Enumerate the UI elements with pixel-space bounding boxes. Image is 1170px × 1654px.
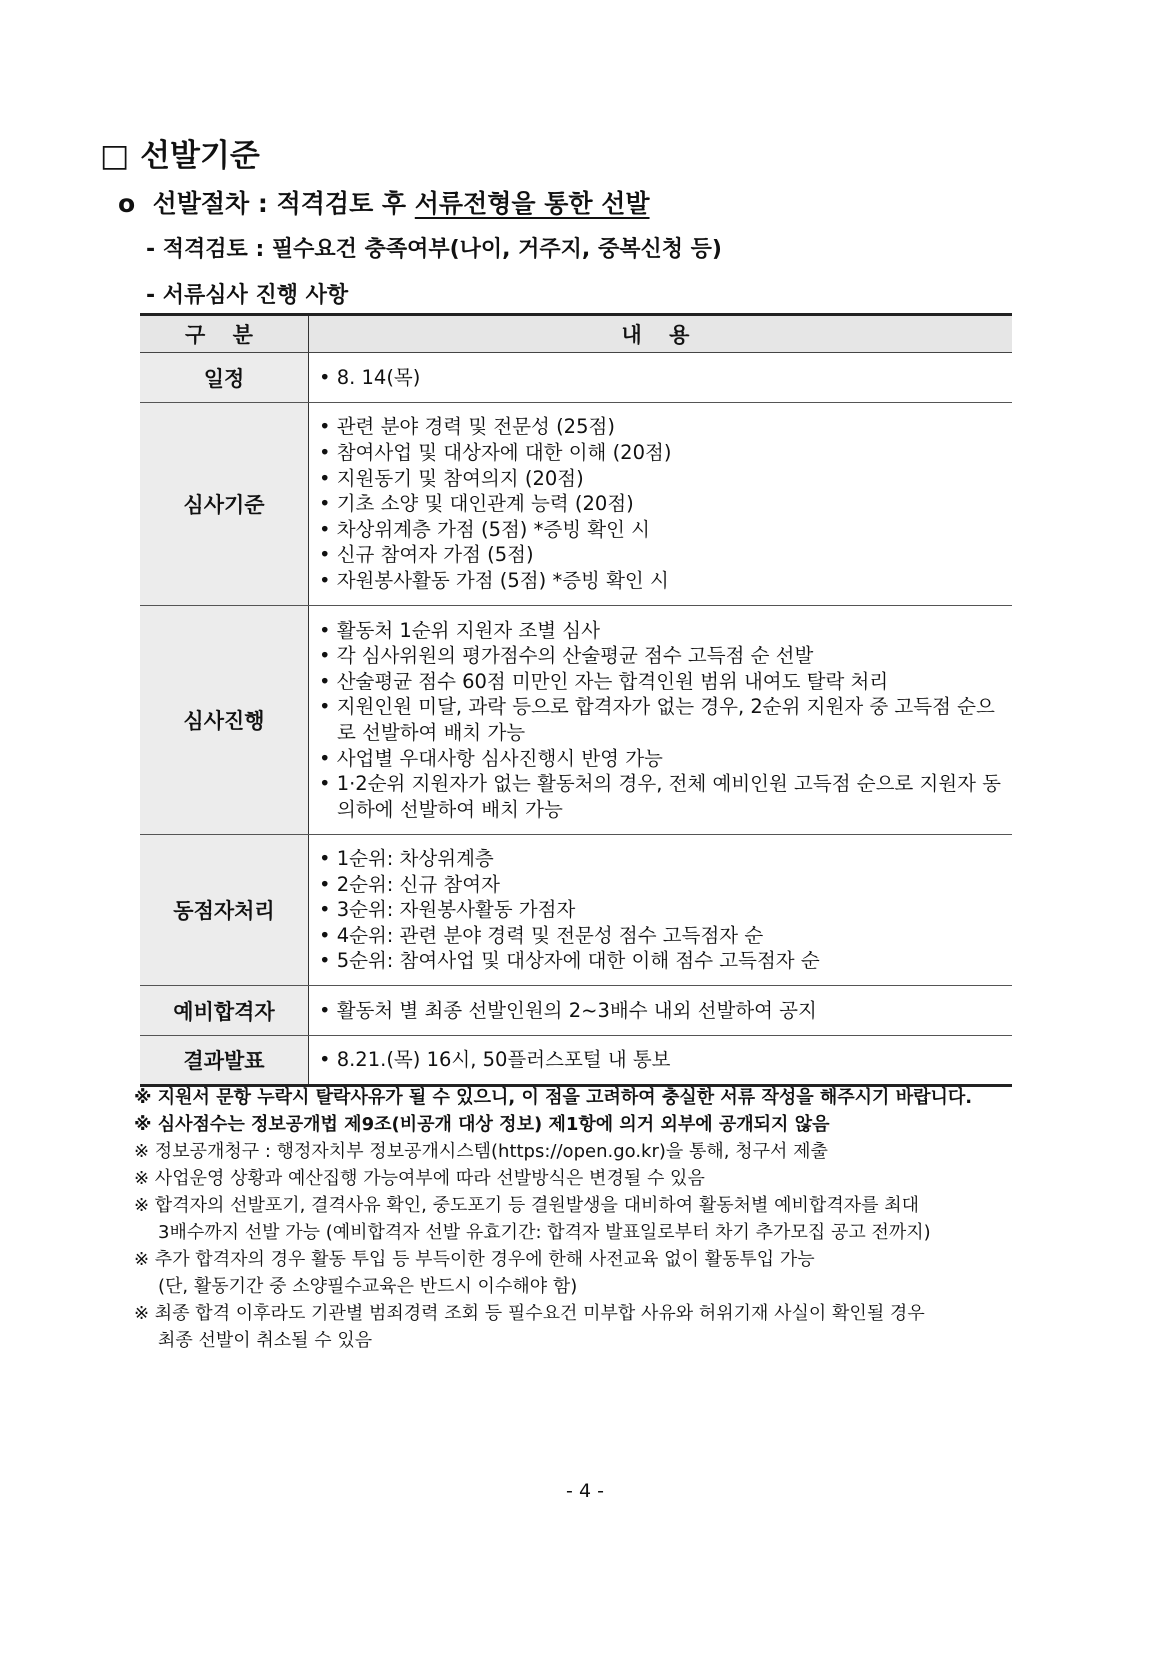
note-item xyxy=(134,1111,1024,1138)
list-item: • 8. 14(목) xyxy=(319,365,1012,391)
row-content xyxy=(309,835,1013,986)
review-table xyxy=(140,313,1012,1087)
row-content xyxy=(309,353,1013,403)
list-item: • 각 심사위원의 평가점수의 산술평균 점수 고득점 순 선발 xyxy=(319,643,1012,669)
list-item: • 차상위계층 가점 (5점) *증빙 확인 시 xyxy=(319,517,1012,543)
list-item: • 1순위: 차상위계층 xyxy=(319,846,1012,872)
note-item xyxy=(134,1165,1024,1192)
list-item: • 산술평균 점수 60점 미만인 자는 합격인원 범위 내여도 탈락 처리 xyxy=(319,669,1012,695)
note-continuation: 3배수까지 선발 가능 (예비합격자 선발 유효기간: 합격자 발표일로부터 차기 추가모집 공고 전까지) xyxy=(158,1222,931,1243)
list-item: • 5순위: 참여사업 및 대상자에 대한 이해 점수 고득점자 순 xyxy=(319,948,1012,974)
document-review-line: - 서류심사 진행 사항 xyxy=(146,283,349,308)
note-item xyxy=(134,1192,1024,1246)
list-item: • 2순위: 신규 참여자 xyxy=(319,872,1012,898)
list-item: • 참여사업 및 대상자에 대한 이해 (20점) xyxy=(319,440,1012,466)
row-content xyxy=(309,986,1013,1036)
row-label: 심사기준 xyxy=(140,403,309,606)
bullet-icon: o xyxy=(118,189,136,218)
note-item xyxy=(134,1138,1024,1165)
page-number: - 4 - xyxy=(566,1480,604,1502)
table-row xyxy=(140,403,1012,606)
table-row xyxy=(140,986,1012,1036)
table-row xyxy=(140,353,1012,403)
note-text: ※ 정보공개청구 : 행정자치부 정보공개시스템(https://open.go.kr)을 통해, 청구서 제출 xyxy=(134,1141,828,1162)
note-text: ※ 지원서 문항 누락시 탈락사유가 될 수 있으니, 이 점을 고려하여 충실한 서류 작성을 해주시기 바랍니다. xyxy=(134,1087,973,1108)
table-row xyxy=(140,606,1012,835)
checkbox-icon: □ xyxy=(100,138,130,174)
note-text: ※ 최종 합격 이후라도 기관별 범죄경력 조회 등 필수요건 미부합 사유와 허위기재 사실이 확인될 경우 xyxy=(134,1303,925,1324)
note-text: ※ 합격자의 선발포기, 결격사유 확인, 중도포기 등 결원발생을 대비하여 활동처별 예비합격자를 최대 xyxy=(134,1195,919,1216)
note-item xyxy=(134,1084,1024,1111)
list-item: • 관련 분야 경력 및 전문성 (25점) xyxy=(319,414,1012,440)
list-item: • 지원인원 미달, 과락 등으로 합격자가 없는 경우, 2순위 지원자 중 고득점 순으로 선발하여 배치 가능 xyxy=(319,694,1012,745)
list-item: • 지원동기 및 참여의지 (20점) xyxy=(319,466,1012,492)
note-continuation: 최종 선발이 취소될 수 있음 xyxy=(158,1330,373,1351)
table-row xyxy=(140,835,1012,986)
row-content xyxy=(309,403,1013,606)
procedure-emphasis: 서류전형을 통한 선발 xyxy=(414,189,650,218)
eligibility-line: - 적격검토 : 필수요건 충족여부(나이, 거주지, 중복신청 등) xyxy=(146,237,722,262)
list-item: • 활동처 별 최종 선발인원의 2~3배수 내외 선발하여 공지 xyxy=(319,998,1012,1024)
row-content xyxy=(309,606,1013,835)
header-category: 구 분 xyxy=(140,315,309,353)
list-item: • 신규 참여자 가점 (5점) xyxy=(319,542,1012,568)
row-label: 동점자처리 xyxy=(140,835,309,986)
note-text: ※ 사업운영 상황과 예산집행 가능여부에 따라 선발방식은 변경될 수 있음 xyxy=(134,1168,705,1189)
notes xyxy=(134,1084,1024,1354)
row-label: 일정 xyxy=(140,353,309,403)
procedure-label: 선발절차 : 적격검토 후 xyxy=(152,189,415,218)
note-item xyxy=(134,1246,1024,1300)
list-item: • 3순위: 자원봉사활동 가점자 xyxy=(319,897,1012,923)
table-row xyxy=(140,1036,1012,1086)
row-label: 예비합격자 xyxy=(140,986,309,1036)
list-item: • 기초 소양 및 대인관계 능력 (20점) xyxy=(319,491,1012,517)
procedure-line xyxy=(118,184,650,220)
row-label: 결과발표 xyxy=(140,1036,309,1086)
list-item: • 8.21.(목) 16시, 50플러스포털 내 통보 xyxy=(319,1047,1012,1073)
list-item: • 자원봉사활동 가점 (5점) *증빙 확인 시 xyxy=(319,568,1012,594)
note-continuation: (단, 활동기간 중 소양필수교육은 반드시 이수해야 함) xyxy=(158,1276,578,1297)
header-content: 내 용 xyxy=(309,315,1013,353)
row-content xyxy=(309,1036,1013,1086)
note-text: ※ 심사점수는 정보공개법 제9조(비공개 대상 정보) 제1항에 의거 외부에 공개되지 않음 xyxy=(134,1114,830,1135)
note-text: ※ 추가 합격자의 경우 활동 투입 등 부득이한 경우에 한해 사전교육 없이 활동투입 가능 xyxy=(134,1249,815,1270)
table-header xyxy=(140,315,1012,353)
list-item: • 1·2순위 지원자가 없는 활동처의 경우, 전체 예비인원 고득점 순으로 지원자 동의하에 선발하여 배치 가능 xyxy=(319,771,1012,822)
list-item: • 사업별 우대사항 심사진행시 반영 가능 xyxy=(319,746,1012,772)
list-item: • 4순위: 관련 분야 경력 및 전문성 점수 고득점자 순 xyxy=(319,923,1012,949)
row-label: 심사진행 xyxy=(140,606,309,835)
note-item xyxy=(134,1300,1024,1354)
section-title: 선발기준 xyxy=(140,138,260,174)
section-heading xyxy=(100,130,260,175)
list-item: • 활동처 1순위 지원자 조별 심사 xyxy=(319,618,1012,644)
